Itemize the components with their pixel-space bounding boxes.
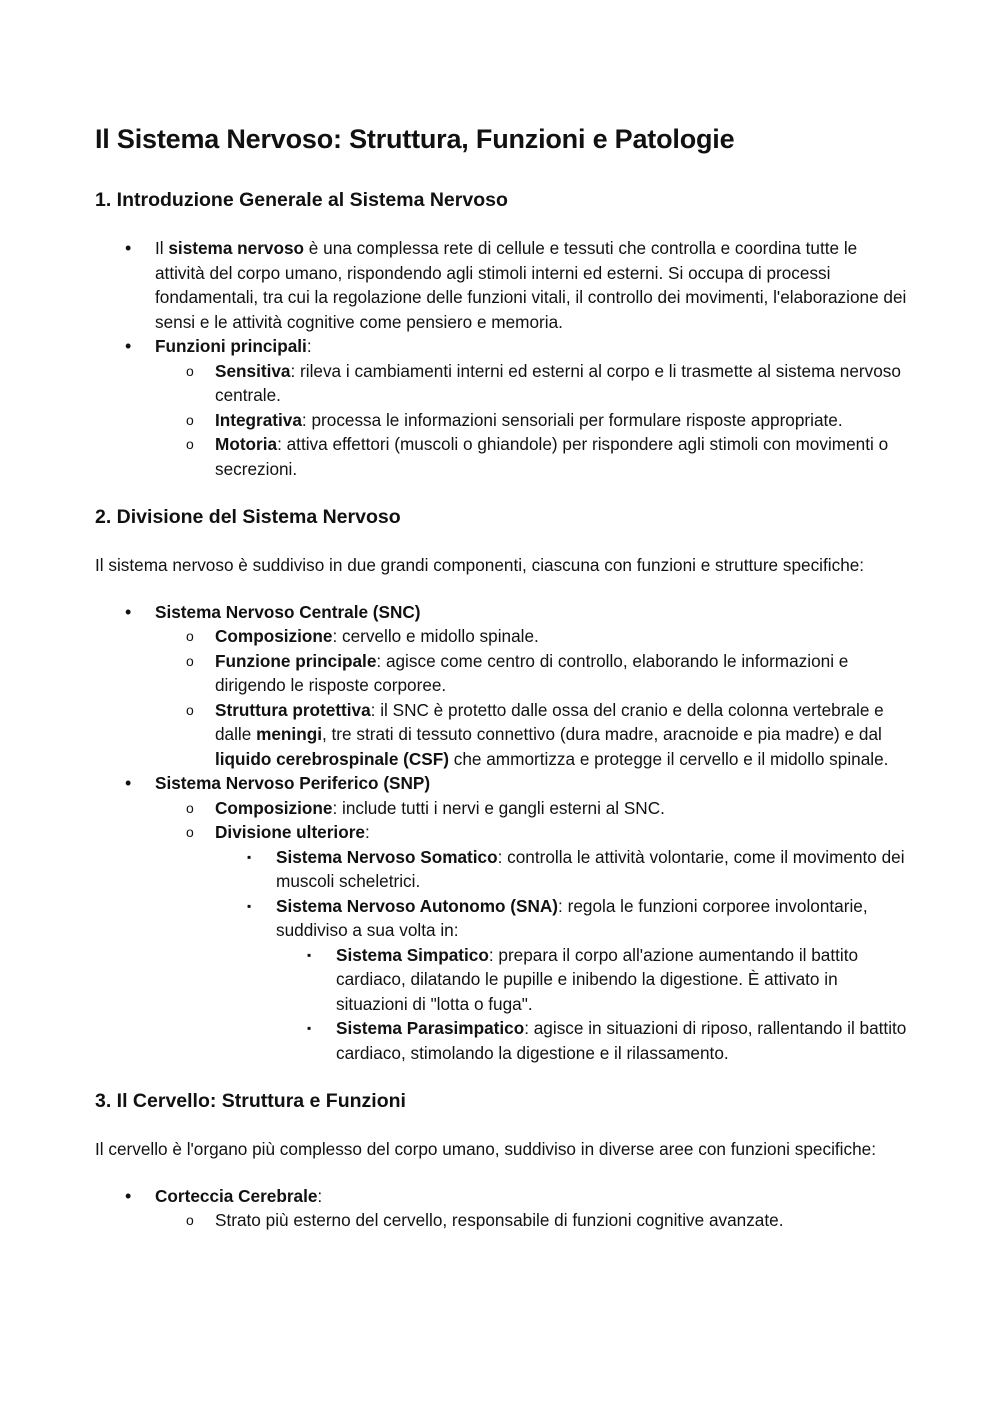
square-marker: ▪ xyxy=(307,947,312,962)
circle-marker: o xyxy=(186,436,194,452)
list-item: ▪ Sistema Nervoso Autonomo (SNA): regola le funzioni corporee involontarie, suddiviso a sua volta in: xyxy=(247,895,868,940)
list-item: o Integrativa: processa le informazioni sensoriali per formulare risposte appropriate. xyxy=(95,408,910,433)
list-item: • Corteccia Cerebrale: xyxy=(95,1184,910,1209)
list-item: o Sensitiva: rileva i cambiamenti interni ed esterni al corpo e li trasmette al sistema nervoso centrale. xyxy=(186,360,901,405)
section-heading-brain: 3. Il Cervello: Struttura e Funzioni xyxy=(95,1090,406,1112)
list-item: o Motoria: attiva effettori (muscoli o ghiandole) per rispondere agli stimoli con movimenti o secrezioni. xyxy=(186,434,889,479)
bullet-marker: • xyxy=(125,1185,132,1206)
bullet-marker: • xyxy=(125,773,132,793)
list-item: • Il sistema nervoso è una complessa rete di cellule e tessuti che controlla e coordina tutte le attività del corpo umano, rispondendo agli stimoli interni ed esterni. Si occupa di processi fondamentali, tra cui la regolazione delle funzioni vitali, il controllo dei movimenti, l'elaborazione dei sensi e le attività cognitive come pensiero e memoria. xyxy=(125,238,907,332)
bullet-marker: • xyxy=(125,336,132,356)
circle-marker: o xyxy=(186,628,194,644)
square-marker: ▪ xyxy=(307,1021,312,1035)
list-item: o Composizione: cervello e midollo spinale. xyxy=(95,624,910,649)
bullet-marker: • xyxy=(125,238,132,258)
section-3-intro: Il cervello è l'organo più complesso del corpo umano, suddiviso in diverse aree con funzioni specifiche: xyxy=(95,1139,876,1159)
section-heading-intro: 1. Introduzione Generale al Sistema Nervoso xyxy=(95,189,508,211)
document-content xyxy=(95,120,910,1233)
circle-marker: o xyxy=(186,701,194,718)
circle-marker: o xyxy=(186,1212,194,1228)
list-item: • Sistema Nervoso Periferico (SNP) xyxy=(95,771,910,796)
list-item: o Composizione: include tutti i nervi e gangli esterni al SNC. xyxy=(95,796,910,821)
list-item: o Funzione principale: agisce come centro di controllo, elaborando le informazioni e dirigendo le risposte corporee. xyxy=(186,650,849,695)
circle-marker: o xyxy=(186,411,194,428)
section-2-intro: Il sistema nervoso è suddiviso in due grandi componenti, ciascuna con funzioni e strutture specifiche: xyxy=(95,555,865,575)
list-item: o Strato più esterno del cervello, responsabile di funzioni cognitive avanzate. xyxy=(95,1208,910,1233)
bullet-marker: • xyxy=(125,601,132,622)
document-title: Il Sistema Nervoso: Struttura, Funzioni e Patologie xyxy=(95,124,735,154)
circle-marker: o xyxy=(186,824,194,840)
section-3-list xyxy=(95,1184,910,1233)
square-marker: ▪ xyxy=(247,898,252,913)
section-heading-division: 2. Divisione del Sistema Nervoso xyxy=(95,506,401,528)
list-item: o Struttura protettiva: il SNC è protetto dalle ossa del cranio e della colonna vertebrale e dalle meningi, tre strati di tessuto connettivo (dura madre, aracnoide e pia madre) e dal liquido cerebrospinale (CSF) che ammortizza e protegge il cervello e il midollo spinale. xyxy=(186,699,889,769)
section-2-list xyxy=(95,600,910,1066)
list-item: ▪ Sistema Nervoso Somatico: controlla le attività volontarie, come il movimento dei muscoli scheletrici. xyxy=(247,846,905,891)
section-1-list xyxy=(95,236,910,481)
square-marker: ▪ xyxy=(247,849,252,864)
list-item: • Sistema Nervoso Centrale (SNC) xyxy=(95,600,910,625)
list-item: o Divisione ulteriore: xyxy=(95,820,910,845)
list-item: ▪ Sistema Simpatico: prepara il corpo all'azione aumentando il battito cardiaco, dilatando le pupille e inibendo la digestione. È attivato in situazioni di "lotta o fuga". xyxy=(307,944,859,1014)
circle-marker: o xyxy=(186,799,194,816)
circle-marker: o xyxy=(186,652,194,669)
circle-marker: o xyxy=(186,362,194,379)
list-item: ▪ Sistema Parasimpatico: agisce in situazioni di riposo, rallentando il battito cardiaco, stimolando la digestione e il rilassamento. xyxy=(307,1018,907,1063)
list-item: • Funzioni principali: xyxy=(95,334,910,359)
